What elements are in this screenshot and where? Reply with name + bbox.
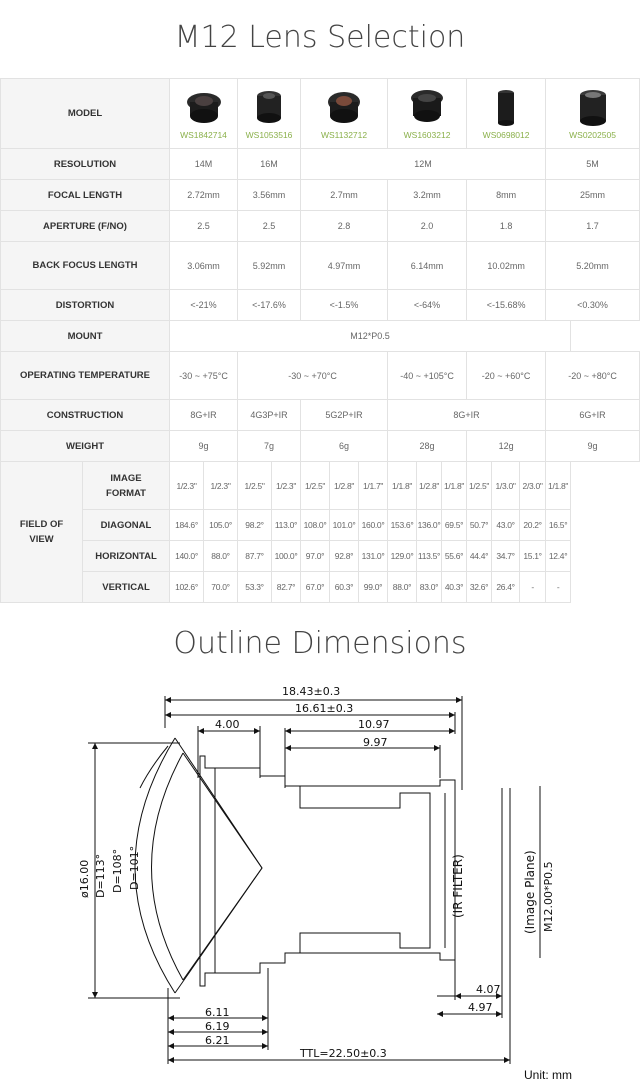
- cell: 101.0°: [330, 510, 359, 541]
- cell: 1/2.8": [330, 462, 359, 510]
- dim-label: 4.07: [476, 983, 501, 996]
- label-weight: WEIGHT: [1, 431, 170, 462]
- cell: <-64%: [388, 290, 467, 321]
- cell: 92.8°: [330, 541, 359, 572]
- cell: 100.0°: [272, 541, 301, 572]
- lens-photo-icon: [247, 88, 291, 128]
- cell: 16M: [238, 149, 301, 180]
- cell: 1/3.0": [492, 462, 520, 510]
- cell: 60.3°: [330, 572, 359, 603]
- cell: -20 ~ +80°C: [546, 352, 640, 400]
- cell: -40 ~ +105°C: [388, 352, 467, 400]
- dim-label: 6.21: [205, 1034, 230, 1047]
- dim-label: D=113°: [94, 853, 107, 898]
- cell: 12.4°: [546, 541, 571, 572]
- cell: 14M: [170, 149, 238, 180]
- cell: 9g: [170, 431, 238, 462]
- lens-photo-icon: [484, 88, 528, 128]
- cell: 1/2.3": [204, 462, 238, 510]
- cell: 12M: [301, 149, 546, 180]
- row-aperture: [1, 211, 640, 242]
- model-cell: [170, 79, 238, 149]
- cell: 88.0°: [204, 541, 238, 572]
- cell: 53.3°: [238, 572, 272, 603]
- dim-label: 4.00: [215, 718, 240, 731]
- dim-label: 6.19: [205, 1020, 230, 1033]
- row-fov-horizontal: [1, 541, 640, 572]
- lens-photo-icon: [322, 88, 366, 128]
- lens-photo-icon: [571, 88, 615, 128]
- cell: 5G2P+IR: [301, 400, 388, 431]
- cell: 129.0°: [388, 541, 417, 572]
- cell: 4.97mm: [301, 242, 388, 290]
- cell: 108.0°: [301, 510, 330, 541]
- cell: 55.6°: [442, 541, 467, 572]
- dim-label: 10.97: [358, 718, 390, 731]
- cell: 40.3°: [442, 572, 467, 603]
- dim-label: TTL=22.50±0.3: [300, 1047, 387, 1060]
- cell: 1/2.5": [301, 462, 330, 510]
- cell: 2.72mm: [170, 180, 238, 211]
- cell: 1.8: [467, 211, 546, 242]
- cell: 1/2.3": [272, 462, 301, 510]
- dim-label: (IR FILTER): [451, 854, 465, 918]
- label-operating-temperature: OPERATING TEMPERATURE: [1, 352, 170, 400]
- row-back-focus: [1, 242, 640, 290]
- row-resolution: [1, 149, 640, 180]
- dim-label: 4.97: [468, 1001, 493, 1014]
- cell: 83.0°: [417, 572, 442, 603]
- cell: 136.0°: [417, 510, 442, 541]
- cell: 2.5: [238, 211, 301, 242]
- cell: 82.7°: [272, 572, 301, 603]
- cell: 6g: [301, 431, 388, 462]
- model-name: WS0202505: [569, 129, 616, 140]
- cell: 88.0°: [388, 572, 417, 603]
- cell: 7g: [238, 431, 301, 462]
- dim-label: 18.43±0.3: [282, 685, 341, 698]
- cell: 113.5°: [417, 541, 442, 572]
- cell: -20 ~ +60°C: [467, 352, 546, 400]
- label-focal-length: FOCAL LENGTH: [1, 180, 170, 211]
- row-mount: [1, 321, 640, 352]
- cell: 3.2mm: [388, 180, 467, 211]
- unit-label: Unit: mm: [524, 1068, 572, 1082]
- cell: 3.56mm: [238, 180, 301, 211]
- model-cell: [467, 79, 546, 149]
- row-construction: [1, 400, 640, 431]
- cell: 131.0°: [359, 541, 388, 572]
- cell: <-21%: [170, 290, 238, 321]
- cell: 12g: [467, 431, 546, 462]
- cell: 153.6°: [388, 510, 417, 541]
- label-aperture: APERTURE (F/NO): [1, 211, 170, 242]
- model-name: WS1603212: [403, 129, 451, 140]
- row-fov-diagonal: [1, 510, 640, 541]
- row-operating-temperature: [1, 352, 640, 400]
- label-horizontal: HORIZONTAL: [83, 541, 170, 572]
- label-mount: MOUNT: [1, 321, 170, 352]
- cell: 2/3.0": [520, 462, 546, 510]
- cell: 15.1°: [520, 541, 546, 572]
- dim-label: M12.00*P0.5: [542, 861, 555, 932]
- dim-label: 9.97: [363, 736, 388, 749]
- row-fov-image-format: [1, 462, 640, 510]
- model-name: WS1842714: [180, 129, 227, 140]
- model-name: WS0698012: [482, 129, 530, 140]
- cell: M12*P0.5: [170, 321, 571, 352]
- cell: 99.0°: [359, 572, 388, 603]
- cell: 32.6°: [467, 572, 492, 603]
- cell: -: [546, 572, 571, 603]
- label-back-focus: BACK FOCUS LENGTH: [1, 242, 170, 290]
- cell: 5.20mm: [546, 242, 640, 290]
- cell: 69.5°: [442, 510, 467, 541]
- label-image-format: IMAGE FORMAT: [83, 462, 170, 510]
- label-construction: CONSTRUCTION: [1, 400, 170, 431]
- row-fov-vertical: [1, 572, 640, 603]
- cell: 2.8: [301, 211, 388, 242]
- cell: 2.7mm: [301, 180, 388, 211]
- row-weight: [1, 431, 640, 462]
- lens-photo-icon: [182, 88, 226, 128]
- cell: 113.0°: [272, 510, 301, 541]
- cell: 16.5°: [546, 510, 571, 541]
- dim-label: 6.11: [205, 1006, 230, 1019]
- row-model: [1, 79, 640, 149]
- cell: 1/2.5": [238, 462, 272, 510]
- cell: 1/2.3": [170, 462, 204, 510]
- label-field-of-view: FIELD OF VIEW: [1, 462, 83, 603]
- cell: 43.0°: [492, 510, 520, 541]
- cell: 10.02mm: [467, 242, 546, 290]
- cell: <0.30%: [546, 290, 640, 321]
- cell: 1/1.8": [546, 462, 571, 510]
- cell: 1/2.5": [467, 462, 492, 510]
- cell: 44.4°: [467, 541, 492, 572]
- page-title: M12 Lens Selection: [174, 20, 466, 55]
- label-model: MODEL: [1, 79, 170, 149]
- section-title: Outline Dimensions: [173, 626, 467, 661]
- cell: 1/1.8": [442, 462, 467, 510]
- cell: 97.0°: [301, 541, 330, 572]
- cell: 28g: [388, 431, 467, 462]
- label-distortion: DISTORTION: [1, 290, 170, 321]
- label-resolution: RESOLUTION: [1, 149, 170, 180]
- cell: 8G+IR: [388, 400, 546, 431]
- cell: <-17.6%: [238, 290, 301, 321]
- cell: 5M: [546, 149, 640, 180]
- dim-label: 16.61±0.3: [295, 702, 354, 715]
- cell: 98.2°: [238, 510, 272, 541]
- outline-dimensions-drawing: [0, 668, 640, 1068]
- model-cell: [388, 79, 467, 149]
- cell: 8G+IR: [170, 400, 238, 431]
- cell: 184.6°: [170, 510, 204, 541]
- dim-label: D=101°: [128, 845, 141, 890]
- cell: <-15.68%: [467, 290, 546, 321]
- cell: 9g: [546, 431, 640, 462]
- cell: 2.5: [170, 211, 238, 242]
- cell: 6.14mm: [388, 242, 467, 290]
- cell: 20.2°: [520, 510, 546, 541]
- model-name: WS1132712: [320, 129, 368, 140]
- cell: 1/1.7": [359, 462, 388, 510]
- cell: 4G3P+IR: [238, 400, 301, 431]
- cell: -: [520, 572, 546, 603]
- cell: 140.0°: [170, 541, 204, 572]
- cell: 3.06mm: [170, 242, 238, 290]
- label-vertical: VERTICAL: [83, 572, 170, 603]
- cell: 50.7°: [467, 510, 492, 541]
- cell: 160.0°: [359, 510, 388, 541]
- cell: 1/2.8": [417, 462, 442, 510]
- cell: 5.92mm: [238, 242, 301, 290]
- cell: 26.4°: [492, 572, 520, 603]
- cell: 102.6°: [170, 572, 204, 603]
- cell: 34.7°: [492, 541, 520, 572]
- cell: 2.0: [388, 211, 467, 242]
- row-focal-length: [1, 180, 640, 211]
- model-cell: [301, 79, 388, 149]
- model-cell: [546, 79, 640, 149]
- model-cell: [238, 79, 301, 149]
- dim-label: D=108°: [111, 848, 124, 893]
- cell: 1/1.8": [388, 462, 417, 510]
- cell: 67.0°: [301, 572, 330, 603]
- cell: <-1.5%: [301, 290, 388, 321]
- dim-label: ø16.00: [78, 859, 91, 898]
- cell: 1.7: [546, 211, 640, 242]
- row-distortion: [1, 290, 640, 321]
- cell: -30 ~ +70°C: [238, 352, 388, 400]
- cell: 6G+IR: [546, 400, 640, 431]
- lens-spec-table: [0, 78, 640, 603]
- lens-photo-icon: [405, 88, 449, 128]
- cell: 25mm: [546, 180, 640, 211]
- cell: 70.0°: [204, 572, 238, 603]
- cell: 8mm: [467, 180, 546, 211]
- model-name: WS1053516: [245, 129, 293, 140]
- label-diagonal: DIAGONAL: [83, 510, 170, 541]
- cell: -30 ~ +75°C: [170, 352, 238, 400]
- cell: 105.0°: [204, 510, 238, 541]
- dim-label: (Image Plane): [523, 850, 537, 934]
- cell: 87.7°: [238, 541, 272, 572]
